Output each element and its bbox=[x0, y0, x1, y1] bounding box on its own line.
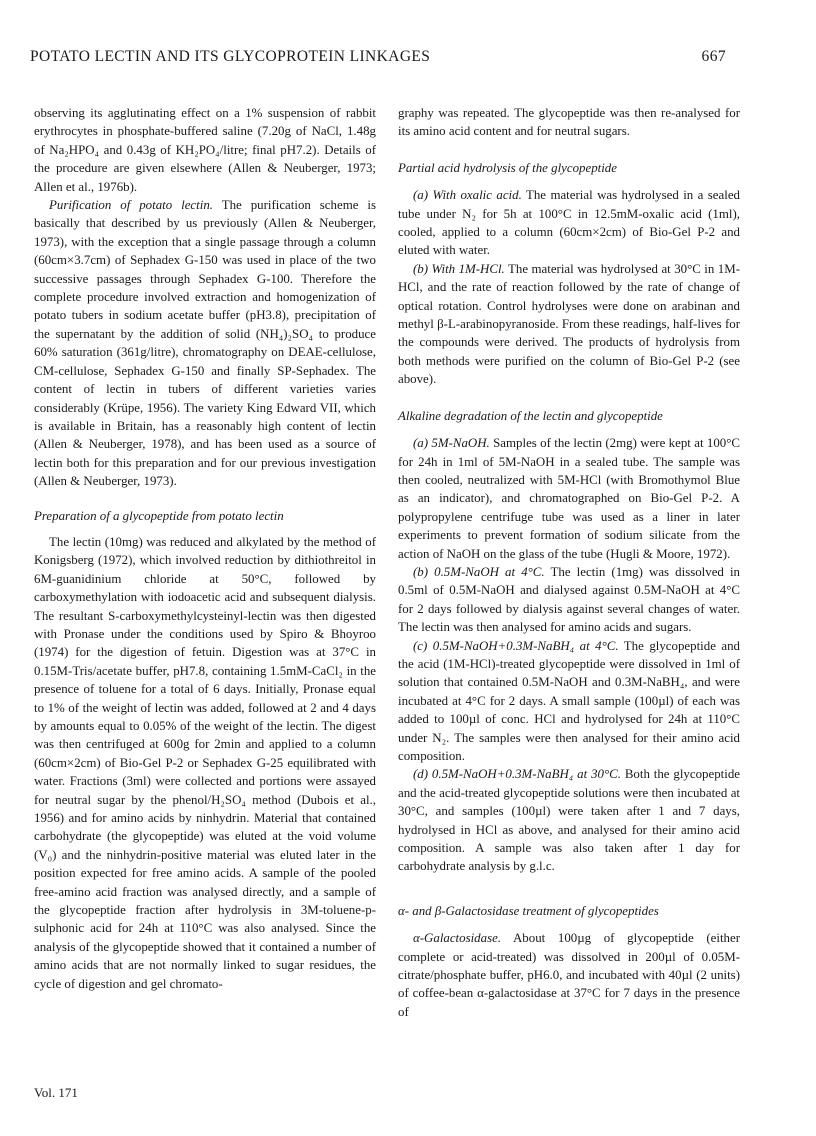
paragraph-lead: (c) 0.5M-NaOH+0.3M-NaBH₄ at 4°C. bbox=[413, 638, 619, 653]
paragraph bbox=[398, 765, 740, 875]
paragraph-lead: (b) 0.5M-NaOH at 4°C. bbox=[413, 564, 545, 579]
paragraph: observing its agglutinating effect on a 1% suspension of rabbit erythrocytes in phosphate-buffered saline (7.20g of NaCl, 1.48g of Na₂HPO₄ and 0.43g of KH₂PO₄/litre; final pH7.2). Details of the procedure are given elsewhere (Allen & Neuberger, 1973; Allen et al., 1976b). bbox=[34, 106, 376, 194]
volume-footer: Vol. 171 bbox=[34, 1085, 78, 1100]
paragraph bbox=[398, 563, 740, 637]
paragraph-body: About 100µg of glycopeptide (either complete or acid-treated) was dissolved in 200µl of 0.05M-citrate/phosphate buffer, pH6.0, and incubated with 40µl (2 units) of coffee-bean α-galactosidase at 37°C for 7 days in the presence of bbox=[398, 931, 740, 1019]
paragraph-body: The material was hydrolysed in a sealed tube under N₂ for 5h at 100°C in 12.5mM-oxalic acid (1ml), cooled, applied to a column (60cm×2cm) of Bio-Gel P-2 and eluted with water. bbox=[398, 188, 740, 258]
paragraph bbox=[34, 196, 376, 491]
running-header bbox=[30, 48, 726, 70]
paragraph-body: The lectin (1mg) was dissolved in 0.5ml of 0.5M-NaOH and dialysed against 0.5M-NaOH at 4°C for 2 days followed by dialysis against several changes of water. The lectin was then analysed for amino acids and sugars. bbox=[398, 564, 740, 635]
paragraph-body: The material was hydrolysed at 30°C in 1M-HCl, and the rate of reaction followed by the rate of change of optical rotation. Control hydrolyses were done on arabinan and methyl β-L-arabinopyranoside. From these readings, half-lives for the compounds were derived. The products of hydrolysis from both methods were purified on the column of Bio-Gel P-2 (see above). bbox=[398, 261, 740, 387]
paragraph bbox=[398, 186, 740, 260]
paragraph bbox=[398, 260, 740, 389]
paragraph-lead: (a) With oxalic acid. bbox=[413, 188, 522, 203]
page-number: 667 bbox=[701, 48, 726, 65]
paragraph-lead: (a) 5M-NaOH. bbox=[413, 436, 490, 451]
section-heading: Preparation of a glycopeptide from potato lectin bbox=[34, 508, 284, 523]
paragraph-lead: (d) 0.5M-NaOH+0.3M-NaBH₄ at 30°C. bbox=[413, 767, 621, 782]
paragraph bbox=[398, 637, 740, 766]
paragraph-lead: (b) With 1M-HCl. bbox=[413, 261, 505, 276]
paragraph bbox=[398, 929, 740, 1021]
paragraph-lead: Purification of potato lectin. bbox=[49, 198, 213, 213]
left-column bbox=[34, 104, 376, 993]
section-heading: Alkaline degradation of the lectin and glycopeptide bbox=[398, 408, 663, 423]
paragraph-body: The purification scheme is basically that described by us previously (Allen & Neuberger, 1973), with the exception that a single passage through a column (60cm×3.7cm) of Sephadex G-150 was used in place of the two successive passages through Sephadex G-100. Therefore the complete procedure involved extraction and homogenization of potato tubers in sodium acetate buffer (pH3.8), precipitation of the supernatant by the addition of solid (NH₄)₂SO₄ to produce 60% saturation (361g/litre), chromatography on DEAE-cellulose, CM-cellulose, Sephadex G-150 and finally SP-Sephadex. The content of lectin in tubers of different varieties varies considerably (Krüpe, 1956). The variety King Edward VII, which is available in Britain, has a reasonably high content of lectin (Allen & Neuberger, 1978), and has been used as a source of lectin both for this preparation and for our previous investigation (Allen & Neuberger, 1973). bbox=[34, 198, 376, 489]
paragraph bbox=[398, 434, 740, 563]
section-heading: Partial acid hydrolysis of the glycopeptide bbox=[398, 160, 617, 175]
paragraph-body: Both the glycopeptide and the acid-treated glycopeptide solutions were then incubated at 30°C, and samples (100µl) were taken after 1 and 7 days, hydrolysed in HCl as above, and analysed for their amino acid composition. A sample was also taken after 1 day for carbohydrate analysis by g.l.c. bbox=[398, 767, 740, 874]
running-title: POTATO LECTIN AND ITS GLYCOPROTEIN LINKAGES bbox=[30, 48, 431, 65]
paragraph: graphy was repeated. The glycopeptide was then re-analysed for its amino acid content and for neutral sugars. bbox=[398, 106, 740, 139]
section-heading: α- and β-Galactosidase treatment of glycopeptides bbox=[398, 903, 659, 918]
paragraph: The lectin (10mg) was reduced and alkylated by the method of Konigsberg (1972), which involved reduction by dithiothreitol in 6M-guanidinium chloride at 50°C, followed by carboxymethylation with iodoacetic acid and subsequent dialysis. The resultant S-carboxymethylcysteinyl-lectin was then digested with Pronase under the conditions used by Spiro & Bhoyroo (1974) for the digestion of fetuin. Digestion was at 37°C in 0.15M-Tris/acetate buffer, pH7.8, containing 1.5mM-CaCl₂ in the presence of toluene for a total of 6 days. Initially, Pronase equal to 1% of the weight of lectin was added, followed at 2 and 4 days by amounts equal to 0.05% of the weight of the lectin. The digest was then centrifuged at 600g for 2min and applied to a column (60cm×2cm) of Bio-Gel P-2 or Sephadex G-25 equilibrated with water. Fractions (3ml) were collected and portions were assayed for neutral sugar by the phenol/H₂SO₄ method (Dubois et al., 1956) and for amino acids by ninhydrin. Material that contained carbohydrate (the glycopeptide) was eluted at the void volume (V₀) and the ninhydrin-positive material was eluted later in the position expected for free amino acids. A sample of the pooled free-amino acid fraction was analysed directly, and a sample of the glycopeptide fraction after hydrolysis in 3M-toluene-p-sulphonic acid for 24h at 110°C was also analysed. Since the analysis of the glycopeptide showed that it contained a number of amino acids that are not normally linked to sugar residues, the cycle of digestion and gel chromato- bbox=[34, 534, 376, 991]
right-column bbox=[398, 104, 740, 1021]
paragraph-lead: α-Galactosidase. bbox=[413, 931, 502, 946]
paragraph-body: Samples of the lectin (2mg) were kept at 100°C for 24h in 1ml of 5M-NaOH in a sealed tube. The sample was then cooled, neutralized with 5M-HCl (with Bromothymol Blue as an indicator), and chromatographed on Bio-Gel P-2. A polypropylene centrifuge tube was used as a liner in later experiments to prevent formation of sodium silicate from the action of NaOH on the glass of the tube (Hugli & Moore, 1972). bbox=[398, 436, 740, 561]
paragraph-body: The glycopeptide and the acid (1M-HCl)-treated glycopeptide were dissolved in 1ml of solution that contained 0.5M-NaOH and 0.3M-NaBH₄, and were incubated at 4°C for 2 days. A small sample (100µl) of each was added to 100µl of conc. HCl and hydrolysed for 24h at 110°C under N₂. The samples were then analysed for their amino acid composition. bbox=[398, 638, 741, 763]
